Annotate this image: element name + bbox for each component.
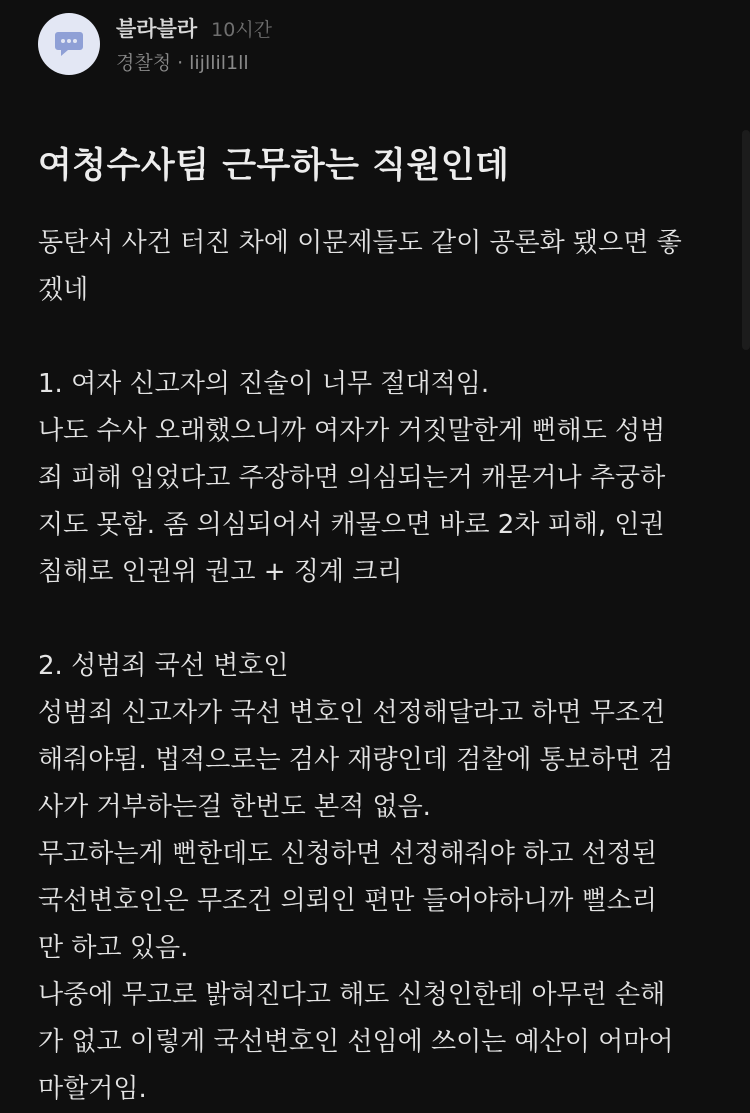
post-time: 10시간 <box>211 19 273 41</box>
body-line: 국선변호인은 무조건 의뢰인 편만 들어야하니까 뻘소리 <box>38 886 657 916</box>
body-line: 1. 여자 신고자의 진술이 너무 절대적임. <box>38 369 490 399</box>
body-line: 나중에 무고로 밝혀진다고 해도 신청인한테 아무런 손해 <box>38 980 666 1010</box>
chat-bubble-icon <box>54 30 84 58</box>
body-line: 죄 피해 입었다고 주장하면 의심되는거 캐묻거나 추궁하 <box>38 463 666 493</box>
body-line: 가 없고 이렇게 국선변호인 선임에 쓰이는 예산이 어마어 <box>38 1027 674 1057</box>
body-line: 2. 성범죄 국선 변호인 <box>38 651 289 681</box>
author-name[interactable]: 블라블라 <box>116 17 198 41</box>
paragraph-break <box>38 596 718 643</box>
body-line: 나도 수사 오래했으니까 여자가 거짓말한게 뻔해도 성범 <box>38 416 666 446</box>
post-body <box>38 220 718 1113</box>
author-meta <box>116 13 272 75</box>
body-line: 사가 거부하는걸 한번도 본적 없음. <box>38 792 431 822</box>
avatar[interactable] <box>38 13 100 75</box>
body-line: 지도 못함. 좀 의심되어서 캐물으면 바로 2차 피해, 인권 <box>38 510 665 540</box>
meta-separator: · <box>177 52 184 74</box>
post-header <box>38 12 272 76</box>
post-title: 여청수사팀 근무하는 직원인데 <box>38 146 510 186</box>
body-line: 무고하는게 뻔한데도 신청하면 선정해줘야 하고 선정된 <box>38 839 657 869</box>
body-line: 마할거임. <box>38 1074 147 1104</box>
author-company[interactable]: 경찰청 <box>116 52 172 74</box>
scrollbar[interactable] <box>742 130 750 350</box>
body-line: 겠네 <box>38 275 89 305</box>
body-line: 만 하고 있음. <box>38 933 189 963</box>
author-nickname: lijllil1ll <box>189 52 249 74</box>
body-line: 동탄서 사건 터진 차에 이문제들도 같이 공론화 됐으면 좋 <box>38 228 682 258</box>
paragraph-break <box>38 314 718 361</box>
body-line: 해줘야됨. 법적으로는 검사 재량인데 검찰에 통보하면 검 <box>38 745 674 775</box>
body-line: 침해로 인권위 권고 + 징계 크리 <box>38 557 403 587</box>
body-line: 성범죄 신고자가 국선 변호인 선정해달라고 하면 무조건 <box>38 698 666 728</box>
